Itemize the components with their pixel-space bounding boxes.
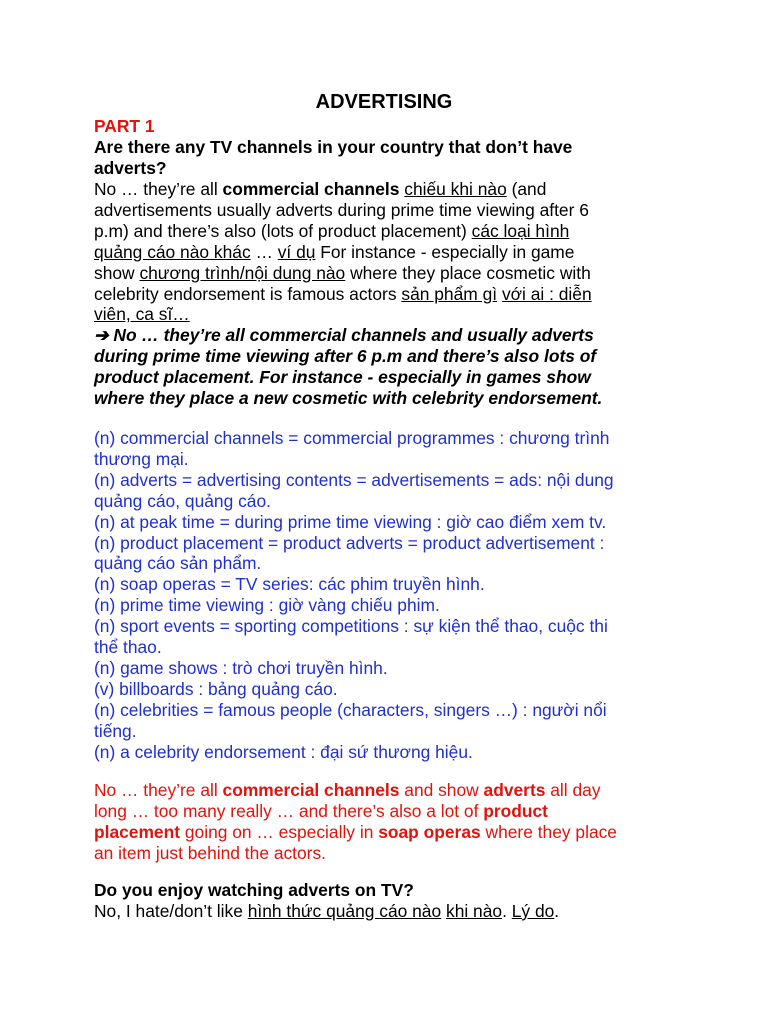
- document-title: ADVERTISING: [315, 91, 453, 113]
- vocab-line: (n) commercial channels = commercial programmes : chương trình: [94, 428, 610, 448]
- question-1-line-1: Are there any TV channels in your country that don’t have: [94, 137, 573, 157]
- keyword: product: [483, 800, 548, 821]
- underlined-note: hình thức quảng cáo nào: [247, 900, 442, 921]
- model-answer-line: during prime time viewing after 6 p.m and there’s also lots of: [94, 345, 597, 366]
- vocab-line: (n) product placement = product adverts = product advertisement :: [94, 532, 605, 553]
- answer-2-line: No, I hate/don’t like hình thức quảng cáo nào khi nào. Lý do.: [94, 900, 560, 921]
- answer-line: p.m) and there’s also (lots of product placement) các loại hình: [94, 220, 570, 241]
- sample-answer-line: long … too many really … and there’s also a lot of product: [94, 800, 548, 821]
- sample-answer-line: placement going on … especially in soap operas where they place: [94, 821, 617, 842]
- vocab-line: thương mại.: [94, 448, 189, 469]
- underlined-note: quảng cáo nào khác: [94, 241, 251, 262]
- question-2-block: [94, 880, 734, 922]
- answer-line: celebrity endorsement is famous actors sản phẩm gì với ai : diễn: [94, 283, 592, 304]
- keyword: adverts: [483, 780, 546, 800]
- sample-answer: [94, 780, 734, 864]
- question-1-line-2: adverts?: [94, 157, 167, 178]
- sample-answer-line: No … they’re all commercial channels and show adverts all day: [94, 780, 601, 800]
- underlined-note: chương trình/nội dung nào: [139, 262, 346, 283]
- model-answer-line: where they place a new cosmetic with celebrity endorsement.: [94, 387, 603, 408]
- underlined-note: khi nào: [446, 900, 503, 921]
- vocab-line: (n) sport events = sporting competitions : sự kiện thể thao, cuộc thi: [94, 616, 608, 637]
- vocab-line: quảng cáo sản phẩm.: [94, 553, 262, 574]
- vocab-line: (v) billboards : bảng quảng cáo.: [94, 678, 338, 699]
- vocab-line: (n) a celebrity endorsement : đại sứ thương hiệu.: [94, 741, 473, 762]
- underlined-note: các loại hình: [471, 220, 570, 241]
- vocab-line: (n) adverts = advertising contents = advertisements = ads: nội dung: [94, 469, 614, 490]
- part-heading: PART 1: [94, 116, 155, 136]
- vocab-line: tiếng.: [94, 720, 137, 741]
- keyword: placement: [94, 821, 181, 842]
- answer-line: quảng cáo nào khác … ví dụ For instance - especially in game: [94, 241, 575, 262]
- sample-answer-line: an item just behind the actors.: [94, 842, 327, 863]
- vocab-line: thể thao.: [94, 637, 162, 658]
- answer-line: show chương trình/nội dung nào where they place cosmetic with: [94, 262, 591, 283]
- answer-line: advertisements usually adverts during prime time viewing after 6: [94, 199, 589, 220]
- question-1: [94, 137, 734, 179]
- model-answer: [94, 325, 734, 409]
- question-2: Do you enjoy watching adverts on TV?: [94, 880, 414, 900]
- underlined-note: sản phẩm gì: [401, 283, 498, 304]
- vocab-line: (n) at peak time = during prime time viewing : giờ cao điểm xem tv.: [94, 511, 607, 532]
- model-answer-line: product placement. For instance - especially in games show: [94, 366, 591, 387]
- underlined-note: Lý do: [511, 900, 555, 921]
- keyword: commercial channels: [222, 780, 400, 800]
- underlined-note: chiếu khi nào: [404, 179, 507, 199]
- keyword: commercial channels: [222, 179, 400, 199]
- vocab-line: (n) prime time viewing : giờ vàng chiếu phim.: [94, 595, 440, 616]
- keyword: soap operas: [378, 821, 481, 842]
- model-answer-line: ➔ No … they’re all commercial channels and usually adverts: [94, 325, 594, 345]
- underlined-note: ví dụ: [277, 241, 316, 262]
- arrow-right-icon: ➔: [94, 325, 109, 345]
- vocab-line: (n) celebrities = famous people (characters, singers …) : người nổi: [94, 699, 607, 720]
- answer-1-draft: [94, 179, 734, 325]
- vocabulary-list: [94, 428, 734, 763]
- underlined-note: với ai : diễn: [501, 283, 592, 304]
- answer-line: [94, 304, 734, 325]
- vocab-line: quảng cáo, quảng cáo.: [94, 490, 271, 511]
- vocab-line: (n) soap operas = TV series: các phim truyền hình.: [94, 574, 485, 595]
- answer-line: No … they’re all commercial channels chiếu khi nào (and: [94, 179, 547, 199]
- underlined-note: viên, ca sĩ…: [94, 304, 190, 325]
- vocab-line: (n) game shows : trò chơi truyền hình.: [94, 657, 388, 678]
